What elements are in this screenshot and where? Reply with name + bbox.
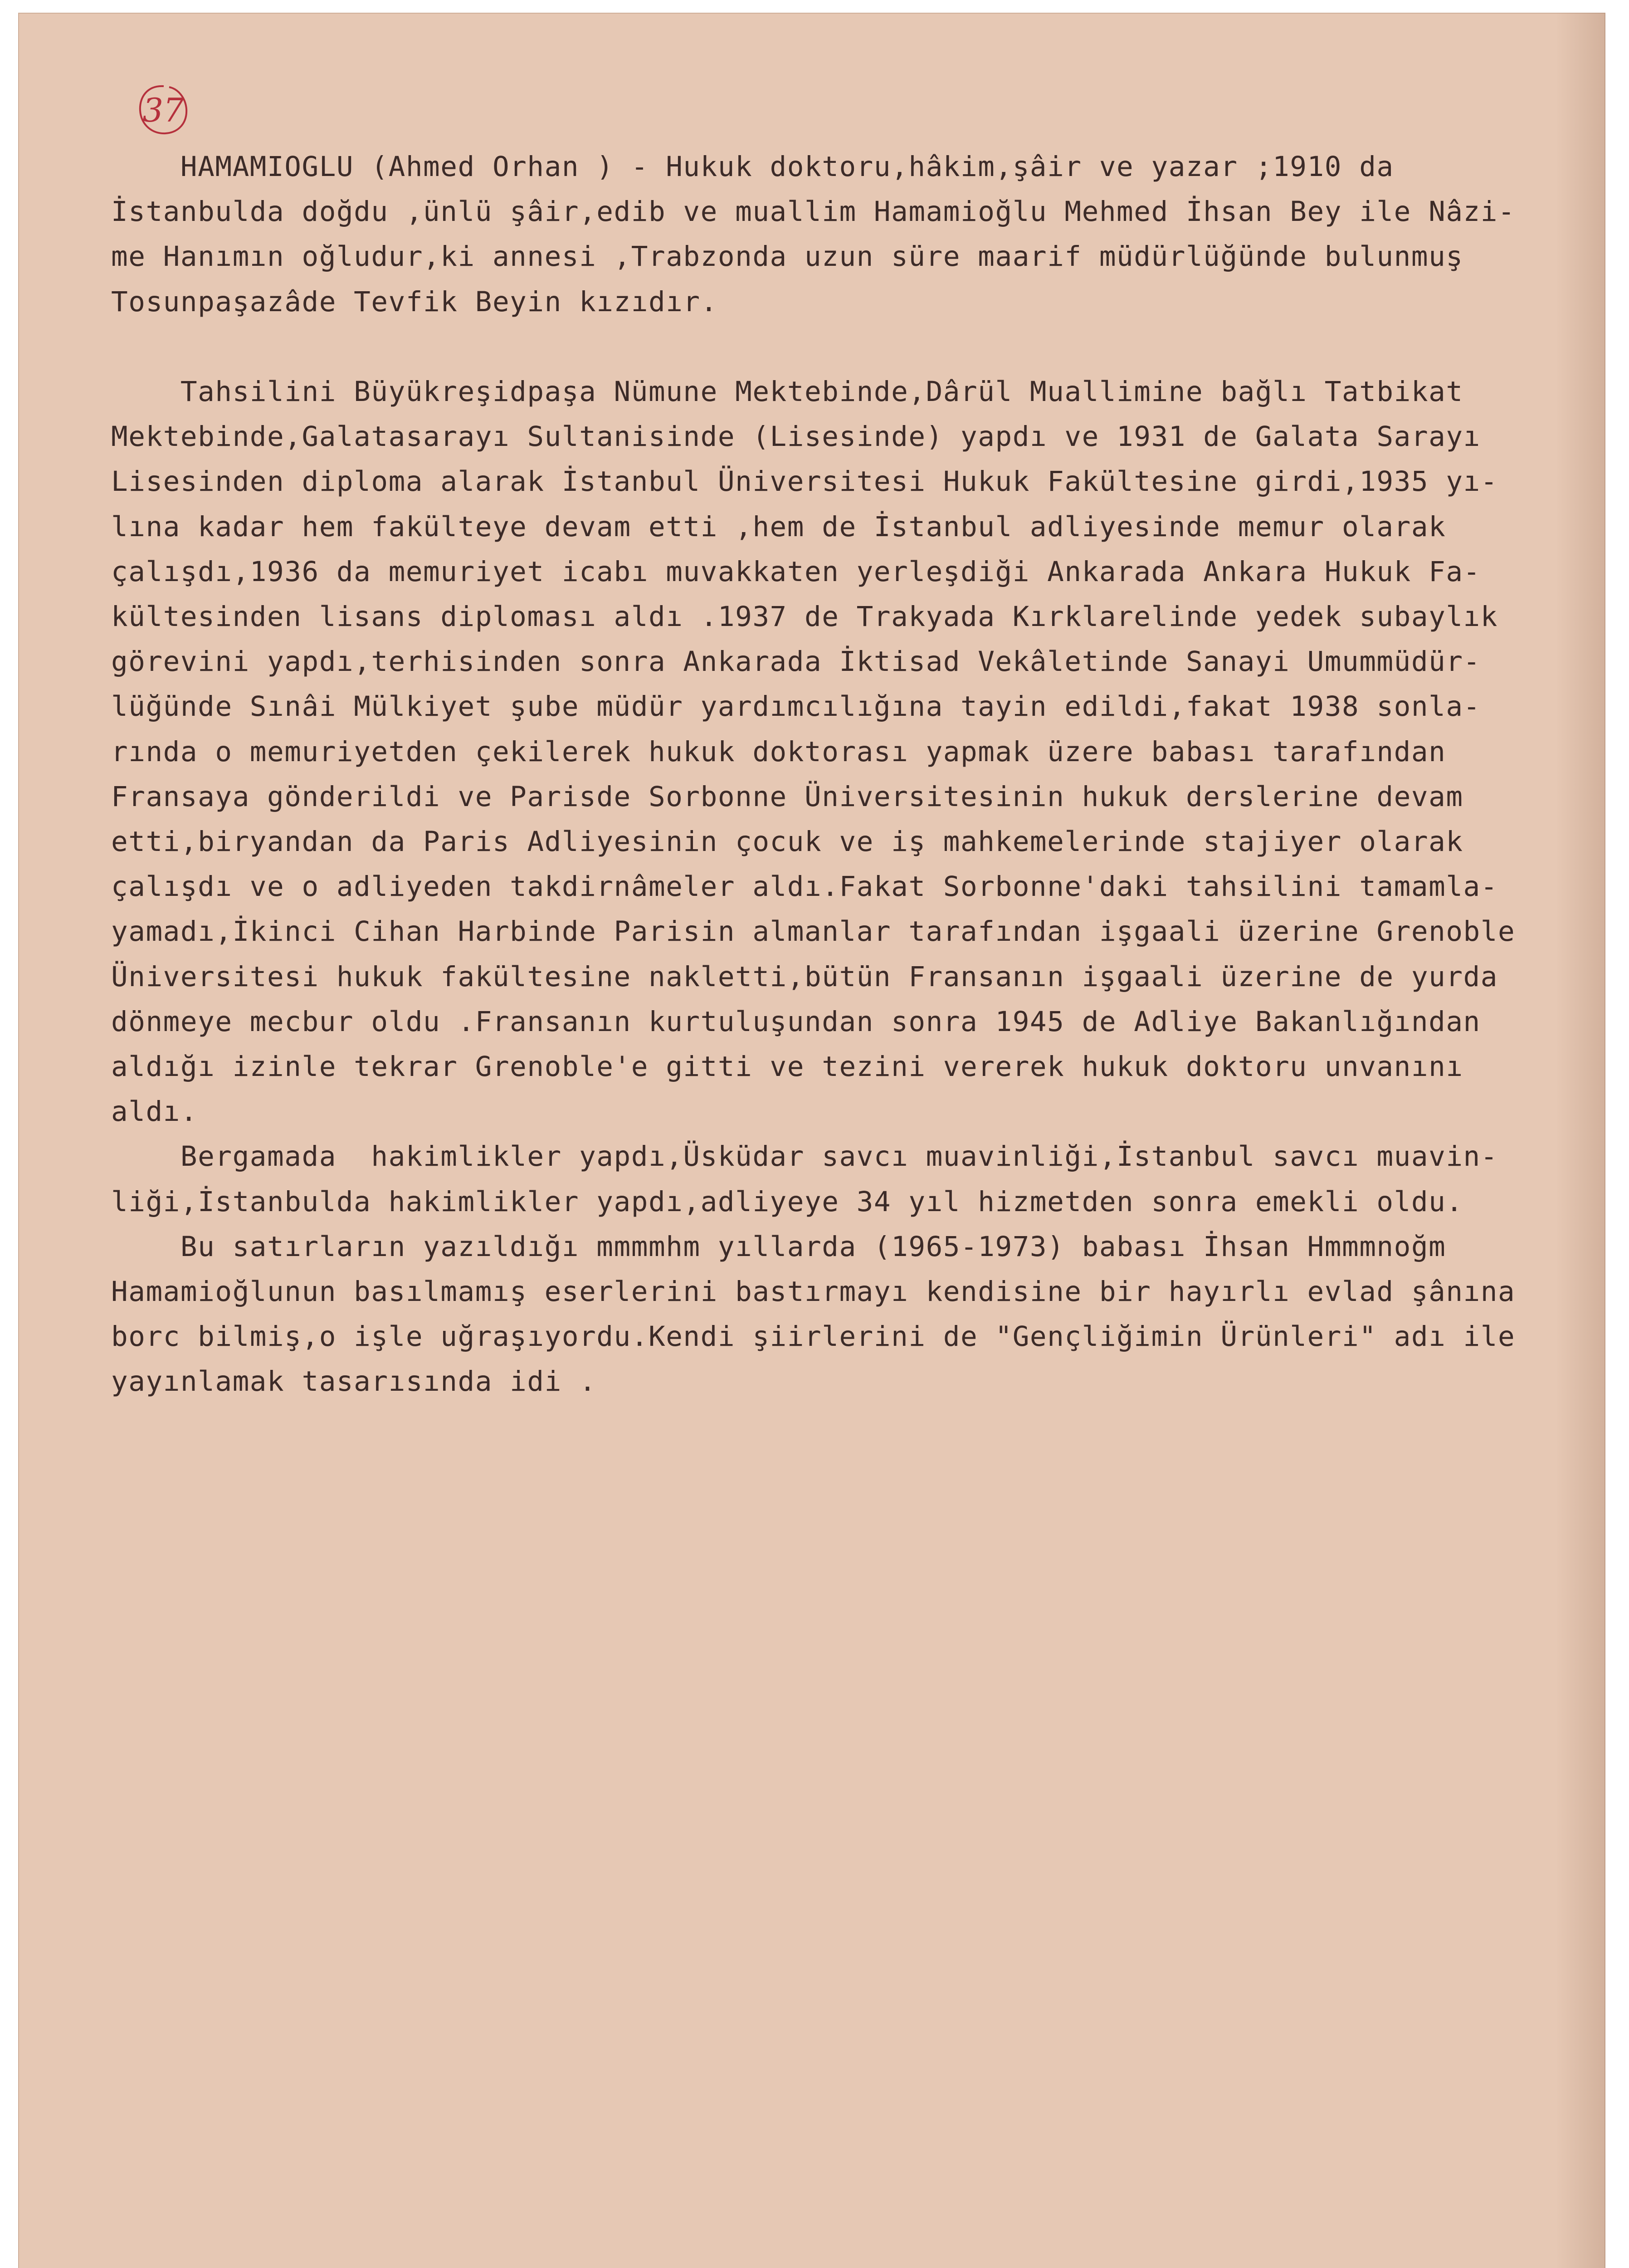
paragraph-closing [111, 1224, 1621, 1404]
folio-number-stamp [134, 81, 193, 140]
text-line: yayınlamak tasarısında idi . [111, 1365, 597, 1398]
text-line: Tahsilini Büyükreşidpaşa Nümune Mektebinde,Dârül Muallimine bağlı Tatbikat [111, 376, 1463, 408]
text-line: çalışdı,1936 da memuriyet icabı muvakkaten yerleşdiği Ankarada Ankara Hukuk Fa- [111, 555, 1481, 588]
text-line: Lisesinden diploma alarak İstanbul Üniversitesi Hukuk Fakültesine girdi,1935 yı- [111, 465, 1498, 498]
text-line: rında o memuriyetden çekilerek hukuk doktorası yapmak üzere babası tarafından [111, 735, 1446, 768]
text-line: İstanbulda doğdu ,ünlü şâir,edib ve muallim Hamamioğlu Mehmed İhsan Bey ile Nâzi- [111, 196, 1516, 228]
document-page [18, 13, 1605, 2268]
text-line: lına kadar hem fakülteye devam etti ,hem de İstanbul adliyesinde memur olarak [111, 510, 1446, 543]
text-line: Bergamada hakimlikler yapdı,Üsküdar savcı muavinliği,İstanbul savcı muavin- [111, 1140, 1498, 1173]
text-line: Fransaya gönderildi ve Parisde Sorbonne Üniversitesinin hukuk derslerine devam [111, 780, 1463, 813]
paragraph-education [111, 369, 1621, 1134]
text-line: me Hanımın oğludur,ki annesi ,Trabzonda uzun süre maarif müdürlüğünde bulunmuş [111, 240, 1463, 273]
paragraph-career [111, 1134, 1621, 1224]
text-line: liği,İstanbulda hakimlikler yapdı,adliyeye 34 yıl hizmetden sonra emekli oldu. [111, 1185, 1463, 1218]
text-line: aldı. [111, 1095, 198, 1128]
text-line: lüğünde Sınâi Mülkiyet şube müdür yardımcılığına tayin edildi,fakat 1938 sonla- [111, 690, 1481, 723]
paragraph-gap [111, 324, 1621, 369]
text-line: yamadı,İkinci Cihan Harbinde Parisin almanlar tarafından işgaali üzerine Grenoble [111, 915, 1516, 948]
text-line: Bu satırların yazıldığı mmmmhm yıllarda (1965-1973) babası İhsan Hmmmnoğm [111, 1230, 1446, 1263]
text-line: Mektebinde,Galatasarayı Sultanisinde (Lisesinde) yapdı ve 1931 de Galata Sarayı [111, 420, 1481, 453]
text-line: çalışdı ve o adliyeden takdirnâmeler aldı.Fakat Sorbonne'daki tahsilini tamamla- [111, 870, 1498, 903]
text-line: borc bilmiş,o işle uğraşıyordu.Kendi şiirlerini de "Gençliğimin Ürünleri" adı ile [111, 1320, 1516, 1353]
paragraph-intro [111, 144, 1621, 324]
text-line: aldığı izinle tekrar Grenoble'e gitti ve tezini vererek hukuk doktoru unvanını [111, 1051, 1463, 1083]
text-line: kültesinden lisans diploması aldı .1937 de Trakyada Kırklarelinde yedek subaylık [111, 601, 1498, 633]
text-line: Üniversitesi hukuk fakültesine nakletti,bütün Fransanın işgaali üzerine de yurda [111, 960, 1498, 993]
text-line: etti,biryandan da Paris Adliyesinin çocuk ve iş mahkemelerinde stajiyer olarak [111, 826, 1463, 858]
text-line: görevini yapdı,terhisinden sonra Ankarada İktisad Vekâletinde Sanayi Umummüdür- [111, 645, 1481, 678]
text-line: Hamamioğlunun basılmamış eserlerini bastırmayı kendisine bir hayırlı evlad şânına [111, 1276, 1516, 1308]
text-line: HAMAMIOGLU (Ahmed Orhan ) - Hukuk doktoru,hâkim,şâir ve yazar ;1910 da [111, 151, 1394, 183]
document-body [111, 144, 1621, 1404]
text-line: Tosunpaşazâde Tevfik Beyin kızıdır. [111, 285, 718, 318]
folio-number: 37 [142, 91, 184, 129]
text-line: dönmeye mecbur oldu .Fransanın kurtuluşundan sonra 1945 de Adliye Bakanlığından [111, 1005, 1481, 1038]
